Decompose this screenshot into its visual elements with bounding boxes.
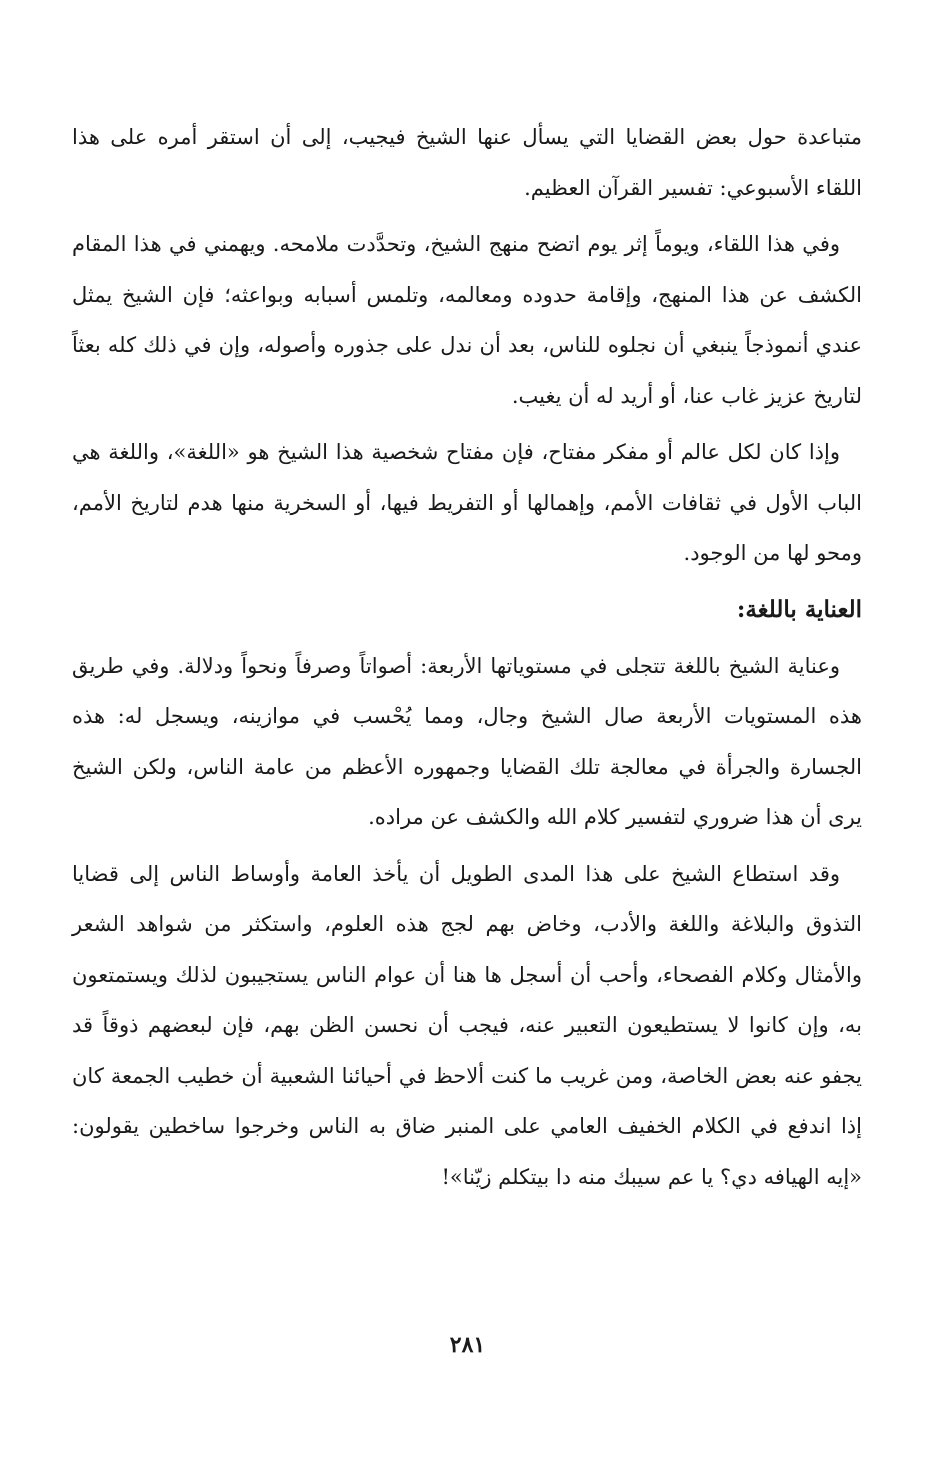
- page-body: [72, 112, 862, 1208]
- paragraph-common-people: وقد استطاع الشيخ على هذا المدى الطويل أن يأخذ العامة وأوساط الناس إلى قضايا التذوق والبلاغة واللغة والأدب، وخاض بهم لجج هذه العلوم، واستكثر من شواهد الشعر والأمثال وكلام الفصحاء، وأحب أن أسجل ها هنا أن عوام الناس يستجيبون لذلك ويستمتعون به، وإن كانوا لا يستطيعون التعبير عنه، فيجب أن نحسن الظن بهم، فإن لبعضهم ذوقاً قد يجفو عنه بعض الخاصة، ومن غريب ما كنت ألاحظ في أحيائنا الشعبية أن خطيب الجمعة كان إذا اندفع في الكلام الخفيف العامي على المنبر ضاق به الناس وخرجوا ساخطين يقولون: «إيه الهيافه دي؟ يا عم سيبك منه دا بيتكلم زيّنا»!: [72, 861, 862, 1189]
- paragraph-language-care: وعناية الشيخ باللغة تتجلى في مستوياتها الأربعة: أصواتاً وصرفاً ونحواً ودلالة. وفي طريق هذه المستويات الأربعة صال الشيخ وجال، ومما يُحْسب في موازينه، ويسجل له: هذه الجسارة والجرأة في معالجة تلك القضايا وجمهوره الأعظم من عامة الناس، ولكن الشيخ يرى أن هذا ضروري لتفسير كلام الله والكشف عن مراده.: [72, 653, 862, 829]
- page-number: ٢٨١: [449, 1332, 486, 1358]
- paragraph-continuation: متباعدة حول بعض القضايا التي يسأل عنها الشيخ فيجيب، إلى أن استقر أمره على هذا اللقاء الأسبوعي: تفسير القرآن العظيم.: [72, 125, 862, 200]
- paragraph-method: وفي هذا اللقاء، ويوماً إثر يوم اتضح منهج الشيخ، وتحدَّدت ملامحه. ويهمني في هذا المقام الكشف عن هذا المنهج، وإقامة حدوده ومعالمه، وتلمس أسبابه وبواعثه؛ فإن الشيخ يمثل عندي أنموذجاً ينبغي أن نجلوه للناس، بعد أن ندل على جذوره وأصوله، وإن في ذلك كله بعثاً لتاريخ عزيز غاب عنا، أو أريد له أن يغيب.: [72, 232, 862, 408]
- section-heading: العناية باللغة:: [736, 595, 862, 623]
- paragraph-language-key: وإذا كان لكل عالم أو مفكر مفتاح، فإن مفتاح شخصية هذا الشيخ هو «اللغة»، واللغة هي الباب الأول في ثقافات الأمم، وإهمالها أو التفريط فيها، أو السخرية منها هدم لتاريخ الأمم، ومحو لها من الوجود.: [72, 440, 862, 565]
